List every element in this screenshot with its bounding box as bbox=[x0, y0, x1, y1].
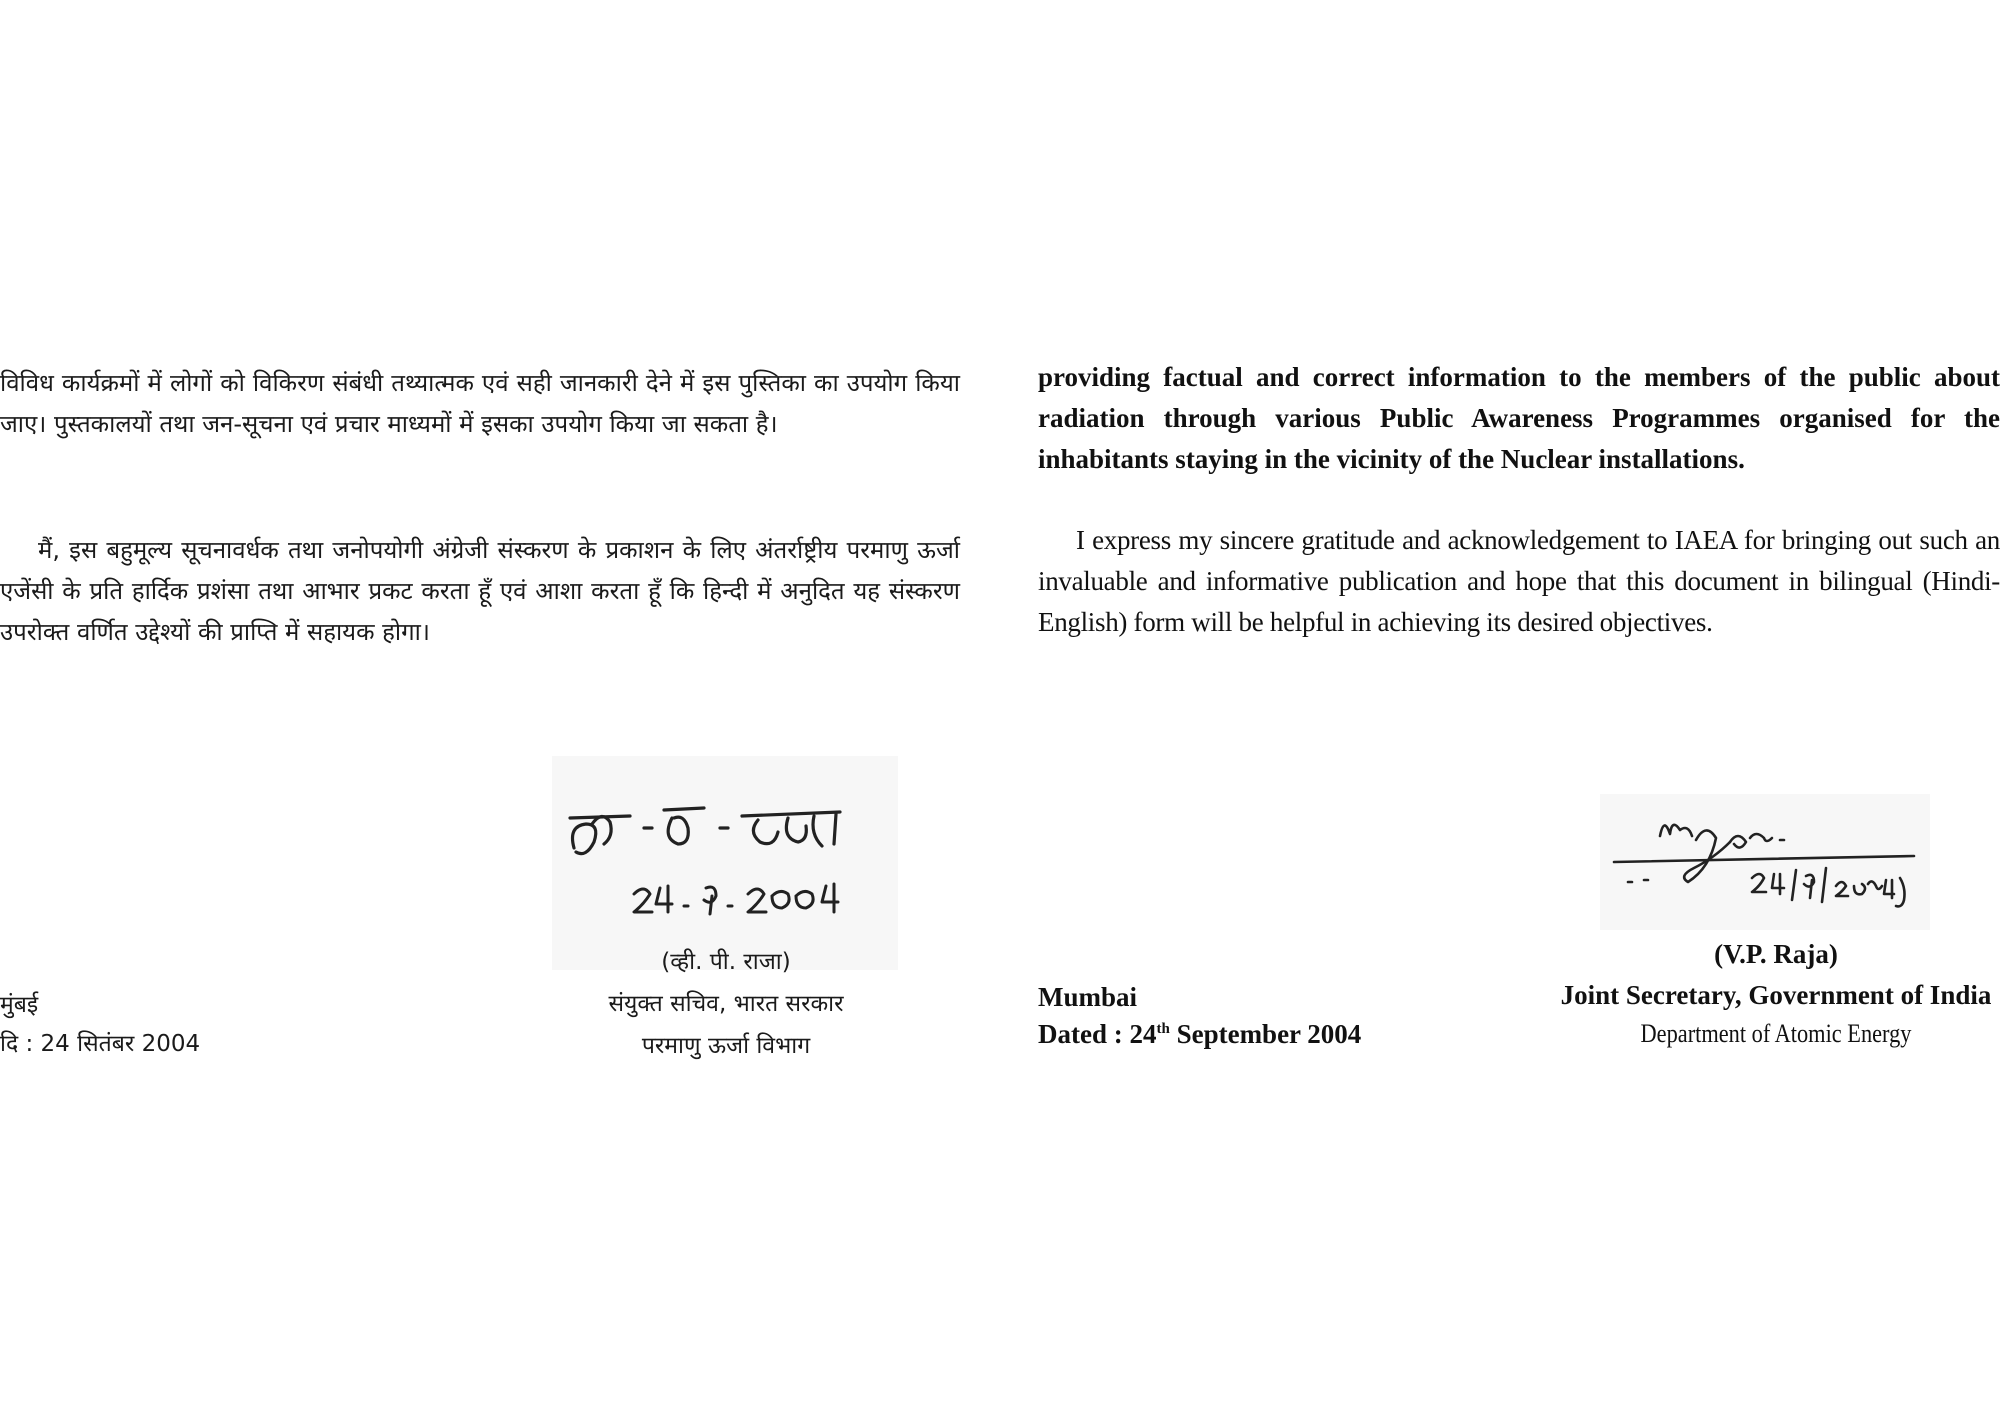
english-place: Mumbai bbox=[1038, 982, 1138, 1012]
english-signatory-title: Joint Secretary, Government of India bbox=[1560, 980, 1992, 1010]
hindi-signature-image bbox=[552, 756, 898, 970]
hindi-date: दि : 24 सितंबर 2004 bbox=[0, 1031, 201, 1057]
hindi-place: मुंबई bbox=[0, 992, 39, 1018]
hindi-signatory-department: परमाणु ऊर्जा विभाग bbox=[641, 1033, 811, 1059]
english-date-prefix: Dated : 24 bbox=[1038, 1019, 1157, 1049]
english-signatory-name: (V.P. Raja) bbox=[1714, 939, 1838, 969]
english-date-suffix: September 2004 bbox=[1169, 1019, 1362, 1049]
hindi-signatory-name: (व्ही. पी. राजा) bbox=[661, 949, 791, 975]
hindi-paragraph-1: विविध कार्यक्रमों में लोगों को विकिरण संबंधी तथ्यात्मक एवं सही जानकारी देने में इस पुस्तिका का उपयोग किया जाए। पुस्तकालयों तथा जन-सूचना एवं प्रचार माध्यमों में इसका उपयोग किया जा सकता है। bbox=[0, 369, 960, 438]
english-date bbox=[1038, 1015, 1361, 1053]
english-paragraph-1: providing factual and correct information to the members of the public about radiation through various Public Awareness Programmes organised for the inhabitants staying in the vicinity of the Nuclear installations. bbox=[1038, 362, 2000, 474]
english-paragraph-2: I express my sincere gratitude and acknowledgement to IAEA for bringing out such an invaluable and informative publication and hope that this document in bilingual (Hindi-English) form will be helpful in achieving its desired objectives. bbox=[1038, 525, 2000, 637]
english-date-ordinal: th bbox=[1156, 1021, 1170, 1037]
hindi-signatory-title: संयुक्त सचिव, भारत सरकार bbox=[608, 991, 844, 1017]
hindi-paragraph-2: मैं, इस बहुमूल्य सूचनावर्धक तथा जनोपयोगी अंग्रेजी संस्करण के प्रकाशन के लिए अंतर्राष्ट्रीय परमाणु ऊर्जा एजेंसी के प्रति हार्दिक प्रशंसा तथा आभार प्रकट करता हूँ एवं आशा करता हूँ कि हिन्दी में अनुदित यह संस्करण उपरोक्त वर्णित उद्देश्यों की प्राप्ति में सहायक होगा। bbox=[0, 536, 960, 646]
english-signatory-department: Department of Atomic Energy bbox=[1640, 1019, 1912, 1048]
english-signature-image bbox=[1600, 794, 1930, 930]
